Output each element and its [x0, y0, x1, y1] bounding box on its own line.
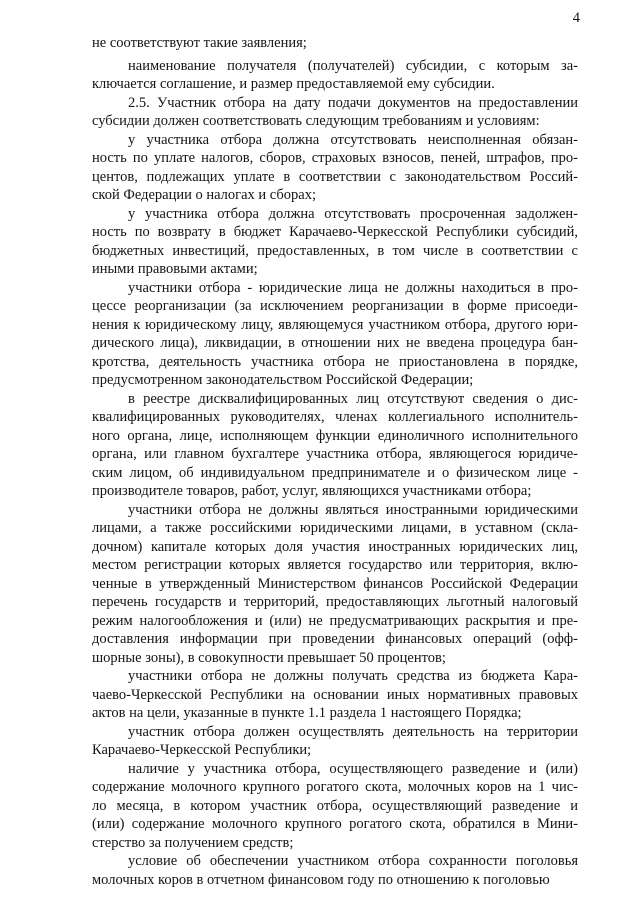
- text-line: лицами, а также российскими юридическими лицами, в уставном (скла-: [92, 520, 578, 536]
- text-line: актов на цели, указанные в пункте 1.1 раздела 1 настоящего Порядка;: [92, 705, 522, 721]
- text-line: содержание молочного крупного рогатого скота, молочных коров на 1 чис-: [92, 779, 578, 795]
- text-line: участники отбора не должны являться иностранными юридическими: [128, 502, 578, 518]
- text-line: бюджетных инвестиций, предоставленных, в том числе в соответствии с: [92, 243, 578, 259]
- text-line: дического лица), ликвидации, в отношении них не введена процедура бан-: [92, 335, 578, 351]
- text-line: квалифицированных руководителях, членах коллегиального исполнитель-: [92, 409, 578, 425]
- text-line: ченные в утвержденный Министерством финансов Российской Федерации: [92, 576, 578, 592]
- text-line: кротства, деятельность участника отбора не приостановлена в порядке,: [92, 354, 578, 370]
- text-line: цессе реорганизации (за исключением реорганизации в форме присоеди-: [92, 298, 578, 314]
- text-line: режим налогообложения и (или) не предусматривающих раскрытия и пре-: [92, 613, 578, 629]
- text-line: предусмотренном законодательством Российской Федерации;: [92, 372, 474, 388]
- text-line: участники отбора не должны получать средства из бюджета Кара-: [128, 668, 578, 684]
- text-line: ской Федерации о налогах и сборах;: [92, 187, 317, 203]
- text-line: местом регистрации которых является государство или территория, вклю-: [92, 557, 578, 573]
- page-number: 4: [572, 10, 580, 26]
- text-line: не соответствуют такие заявления;: [92, 35, 307, 51]
- text-line: молочных коров в отчетном финансовом году по отношению к поголовью: [92, 872, 550, 888]
- text-line: иными правовыми актами;: [92, 261, 258, 277]
- text-line: в реестре дисквалифицированных лиц отсутствуют сведения о дис-: [128, 391, 578, 407]
- text-line: ло месяца, в котором участник отбора, осуществляющий разведение и: [92, 798, 578, 814]
- text-line: чаево-Черкесской Республики на основании иных нормативных правовых: [92, 687, 578, 703]
- text-line: у участника отбора должна отсутствовать неисполненная обязан-: [128, 132, 578, 148]
- text-line: субсидии должен соответствовать следующим требованиям и условиям:: [92, 113, 540, 129]
- text-line: доставления информации при проведении финансовых операций (офф-: [92, 631, 578, 647]
- text-line: ность по уплате налогов, сборов, страховых взносов, пеней, штрафов, про-: [92, 150, 578, 166]
- text-line: стерство за получением средств;: [92, 835, 294, 851]
- text-line: Карачаево-Черкесской Республики;: [92, 742, 312, 758]
- text-line: наличие у участника отбора, осуществляющего разведение и (или): [128, 761, 578, 777]
- text-line: шорные зоны), в совокупности превышает 50 процентов;: [92, 650, 446, 666]
- text-line: нения к юридическому лицу, являющемуся участником отбора, другого юри-: [92, 317, 578, 333]
- text-line: ность по возврату в бюджет Карачаево-Черкесской Республики субсидий,: [92, 224, 578, 240]
- text-line: участники отбора - юридические лица не должны находиться в про-: [128, 280, 578, 296]
- text-line: дочном) капитале которых доля участия иностранных юридических лиц,: [92, 539, 578, 555]
- text-line: условие об обеспечении участником отбора сохранности поголовья: [128, 853, 578, 869]
- text-line: производителе товаров, работ, услуг, являющихся участниками отбора;: [92, 483, 532, 499]
- text-line: ключается соглашение, и размер предоставляемой ему субсидии.: [92, 76, 495, 92]
- text-line: (или) содержание молочного крупного рогатого скота, обратился в Мини-: [92, 816, 578, 832]
- text-line: участник отбора должен осуществлять деятельность на территории: [128, 724, 578, 740]
- text-line: ного органа, лице, исполняющем функции единоличного исполнительного: [92, 428, 578, 444]
- text-line: наименование получателя (получателей) субсидии, с которым за-: [128, 58, 578, 74]
- text-line: центов, подлежащих уплате в соответствии с законодательством Россий-: [92, 169, 578, 185]
- text-line: 2.5. Участник отбора на дату подачи документов на предоставлении: [128, 95, 578, 111]
- text-line: органа, или главном бухгалтере участника отбора, являющегося юридиче-: [92, 446, 578, 462]
- text-line: перечень государств и территорий, предоставляющих льготный налоговый: [92, 594, 578, 610]
- text-line: ским лицом, об индивидуальном предпринимателе и о физическом лице -: [92, 465, 578, 481]
- text-line: у участника отбора должна отсутствовать просроченная задолжен-: [128, 206, 578, 222]
